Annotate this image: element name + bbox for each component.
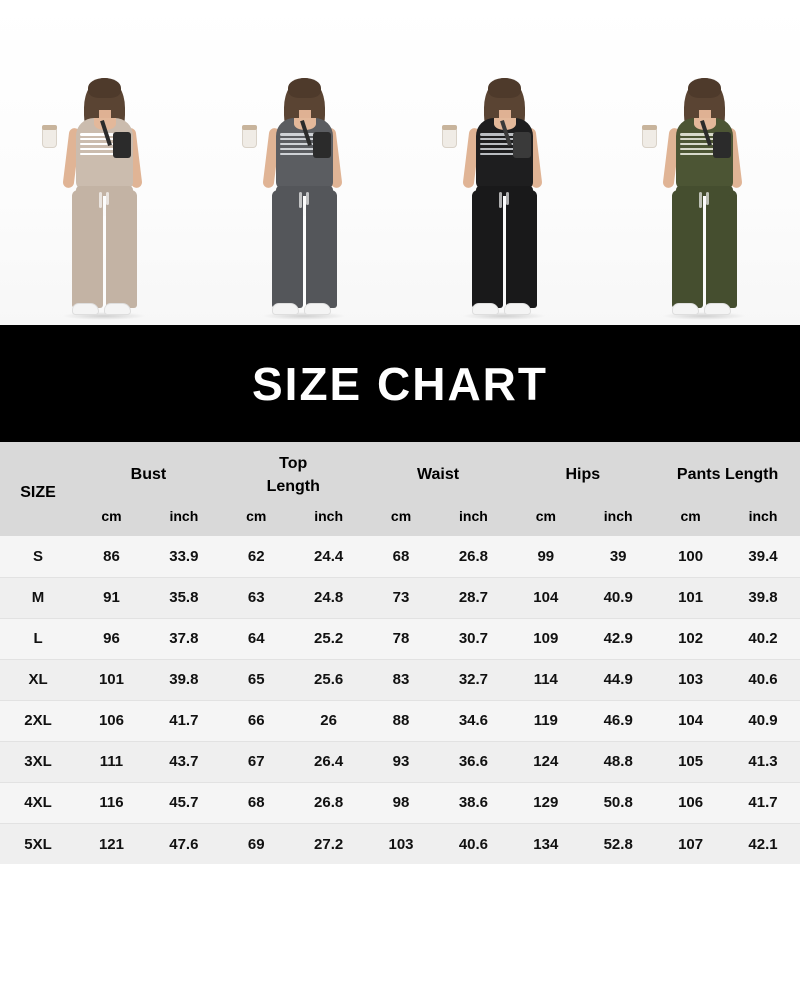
table-row <box>0 659 800 700</box>
cell-value: 25.6 <box>292 659 366 700</box>
shoe-left <box>672 303 699 315</box>
cell-value: 107 <box>655 823 726 864</box>
drawstring-b <box>706 192 709 205</box>
product-photo-beige <box>0 0 200 325</box>
cell-value: 26.8 <box>436 536 510 577</box>
garment-pants <box>672 190 737 308</box>
cell-size: 5XL <box>0 823 76 864</box>
cell-value: 39 <box>581 536 655 577</box>
column-header-bust: Bust <box>76 442 221 500</box>
table-row <box>0 618 800 659</box>
unit-waist-cm: cm <box>366 500 437 536</box>
shoe-left <box>272 303 299 315</box>
table-row <box>0 782 800 823</box>
shoe-left <box>472 303 499 315</box>
cell-value: 40.9 <box>581 577 655 618</box>
cell-size: S <box>0 536 76 577</box>
table-unit-header-row <box>0 500 800 536</box>
column-header-pants-length: Pants Length <box>655 442 800 500</box>
cell-value: 33.9 <box>147 536 221 577</box>
cell-size: 2XL <box>0 700 76 741</box>
page-title: SIZE CHART <box>252 357 548 410</box>
table-row <box>0 741 800 782</box>
cell-value: 93 <box>366 741 437 782</box>
cell-value: 24.4 <box>292 536 366 577</box>
drawstring <box>99 192 102 208</box>
drawstring <box>499 192 502 208</box>
cell-value: 68 <box>221 782 292 823</box>
cell-value: 96 <box>76 618 147 659</box>
cell-value: 83 <box>366 659 437 700</box>
coffee-cup-icon <box>42 128 57 148</box>
hair-front-icon <box>488 78 521 98</box>
cell-size: XL <box>0 659 76 700</box>
cell-value: 104 <box>510 577 581 618</box>
cell-value: 44.9 <box>581 659 655 700</box>
shoe-left <box>72 303 99 315</box>
cell-value: 26.4 <box>292 741 366 782</box>
cell-value: 42.1 <box>726 823 800 864</box>
coffee-cup-icon <box>642 128 657 148</box>
cell-value: 64 <box>221 618 292 659</box>
shoe-right <box>304 303 331 315</box>
drawstring <box>299 192 302 208</box>
product-photo-black <box>400 0 600 325</box>
unit-top-length-cm: cm <box>221 500 292 536</box>
table-row <box>0 536 800 577</box>
shoe-right <box>104 303 131 315</box>
cell-value: 101 <box>76 659 147 700</box>
handbag-icon <box>313 132 331 158</box>
coffee-cup-icon <box>242 128 257 148</box>
cell-value: 32.7 <box>436 659 510 700</box>
product-photo-strip <box>0 0 800 325</box>
cell-value: 129 <box>510 782 581 823</box>
cell-size: 4XL <box>0 782 76 823</box>
garment-pants <box>472 190 537 308</box>
drawstring <box>699 192 702 208</box>
cell-value: 119 <box>510 700 581 741</box>
cell-size: L <box>0 618 76 659</box>
cell-value: 103 <box>366 823 437 864</box>
top-length-line2: Length <box>266 478 320 496</box>
hair-front-icon <box>88 78 121 98</box>
cell-value: 41.7 <box>726 782 800 823</box>
cell-value: 102 <box>655 618 726 659</box>
cell-size: 3XL <box>0 741 76 782</box>
column-header-top-length <box>221 442 366 500</box>
cell-value: 67 <box>221 741 292 782</box>
cell-value: 34.6 <box>436 700 510 741</box>
cell-value: 27.2 <box>292 823 366 864</box>
hair-front-icon <box>288 78 321 98</box>
cell-value: 124 <box>510 741 581 782</box>
cell-value: 45.7 <box>147 782 221 823</box>
cell-value: 37.8 <box>147 618 221 659</box>
table-body <box>0 536 800 864</box>
cell-value: 42.9 <box>581 618 655 659</box>
cell-value: 69 <box>221 823 292 864</box>
cell-value: 36.6 <box>436 741 510 782</box>
unit-pants-length-cm: cm <box>655 500 726 536</box>
cell-value: 62 <box>221 536 292 577</box>
cell-value: 65 <box>221 659 292 700</box>
cell-value: 111 <box>76 741 147 782</box>
cell-value: 121 <box>76 823 147 864</box>
cell-value: 40.9 <box>726 700 800 741</box>
cell-value: 114 <box>510 659 581 700</box>
unit-hips-inch: inch <box>581 500 655 536</box>
cell-value: 116 <box>76 782 147 823</box>
product-photo-grey <box>200 0 400 325</box>
model-figure <box>400 0 600 325</box>
cell-value: 35.8 <box>147 577 221 618</box>
shoe-right <box>704 303 731 315</box>
coffee-cup-icon <box>442 128 457 148</box>
column-header-size: SIZE <box>0 442 76 536</box>
cell-value: 50.8 <box>581 782 655 823</box>
cell-value: 26 <box>292 700 366 741</box>
garment-waistband <box>676 186 733 196</box>
cell-value: 48.8 <box>581 741 655 782</box>
cell-value: 106 <box>655 782 726 823</box>
handbag-icon <box>113 132 131 158</box>
cell-value: 101 <box>655 577 726 618</box>
unit-bust-inch: inch <box>147 500 221 536</box>
garment-pants <box>72 190 137 308</box>
table-row <box>0 823 800 864</box>
garment-waistband <box>476 186 533 196</box>
size-chart-table <box>0 442 800 864</box>
cell-value: 73 <box>366 577 437 618</box>
drawstring-b <box>506 192 509 205</box>
top-length-line1: Top <box>279 455 308 472</box>
cell-value: 26.8 <box>292 782 366 823</box>
garment-waistband <box>276 186 333 196</box>
model-figure <box>200 0 400 325</box>
cell-value: 106 <box>76 700 147 741</box>
cell-value: 109 <box>510 618 581 659</box>
cell-value: 66 <box>221 700 292 741</box>
unit-hips-cm: cm <box>510 500 581 536</box>
model-figure <box>0 0 200 325</box>
unit-waist-inch: inch <box>436 500 510 536</box>
table-row <box>0 577 800 618</box>
garment-pants <box>272 190 337 308</box>
column-header-waist: Waist <box>366 442 511 500</box>
drawstring-b <box>106 192 109 205</box>
cell-value: 63 <box>221 577 292 618</box>
model-figure <box>600 0 800 325</box>
cell-value: 78 <box>366 618 437 659</box>
cell-value: 47.6 <box>147 823 221 864</box>
size-chart-banner <box>0 325 800 442</box>
cell-value: 103 <box>655 659 726 700</box>
column-header-hips: Hips <box>510 442 655 500</box>
cell-value: 40.6 <box>436 823 510 864</box>
table-group-header-row <box>0 442 800 500</box>
cell-value: 105 <box>655 741 726 782</box>
cell-value: 28.7 <box>436 577 510 618</box>
cell-value: 104 <box>655 700 726 741</box>
cell-value: 40.6 <box>726 659 800 700</box>
cell-value: 68 <box>366 536 437 577</box>
cell-value: 40.2 <box>726 618 800 659</box>
cell-value: 52.8 <box>581 823 655 864</box>
cell-value: 39.8 <box>147 659 221 700</box>
cell-value: 99 <box>510 536 581 577</box>
cell-value: 98 <box>366 782 437 823</box>
cell-value: 24.8 <box>292 577 366 618</box>
cell-value: 38.6 <box>436 782 510 823</box>
hair-front-icon <box>688 78 721 98</box>
cell-value: 88 <box>366 700 437 741</box>
cell-value: 46.9 <box>581 700 655 741</box>
cell-value: 91 <box>76 577 147 618</box>
table-row <box>0 700 800 741</box>
cell-value: 39.4 <box>726 536 800 577</box>
unit-top-length-inch: inch <box>292 500 366 536</box>
unit-bust-cm: cm <box>76 500 147 536</box>
cell-value: 30.7 <box>436 618 510 659</box>
cell-value: 41.7 <box>147 700 221 741</box>
cell-value: 43.7 <box>147 741 221 782</box>
garment-waistband <box>76 186 133 196</box>
cell-value: 134 <box>510 823 581 864</box>
cell-value: 86 <box>76 536 147 577</box>
cell-size: M <box>0 577 76 618</box>
product-photo-olive <box>600 0 800 325</box>
cell-value: 41.3 <box>726 741 800 782</box>
cell-value: 39.8 <box>726 577 800 618</box>
handbag-icon <box>713 132 731 158</box>
cell-value: 100 <box>655 536 726 577</box>
shoe-right <box>504 303 531 315</box>
unit-pants-length-inch: inch <box>726 500 800 536</box>
drawstring-b <box>306 192 309 205</box>
cell-value: 25.2 <box>292 618 366 659</box>
handbag-icon <box>513 132 531 158</box>
